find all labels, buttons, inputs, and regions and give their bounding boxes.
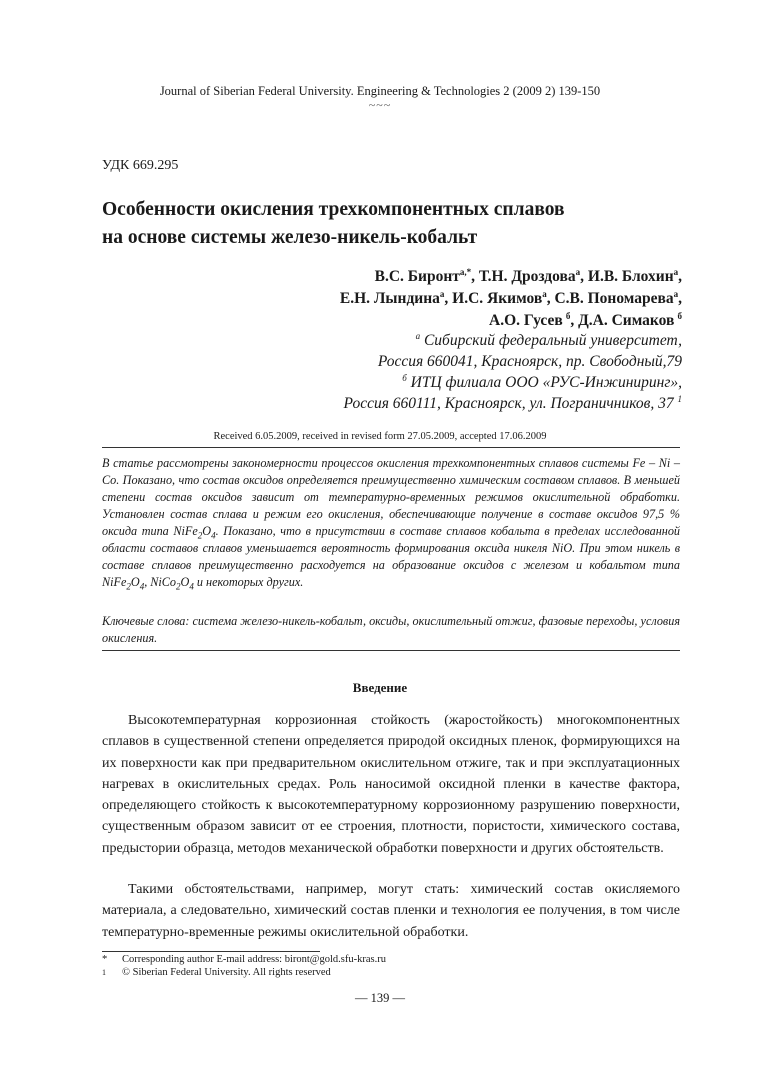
abstract-text: O [202,524,212,538]
author-name: И.В. Блохин [587,268,674,285]
page-number: — 139 — [355,991,405,1005]
author-name: А.О. Гусев [489,312,563,329]
affiliations-block [344,330,682,414]
author-name: В.С. Биронт [374,268,460,285]
title-line-1: Особенности окисления трехкомпонентных сплавов [102,199,565,220]
footnote-ref: 1 [677,393,682,404]
footnote-mark: 1 [102,968,106,977]
abstract-text: В статье рассмотрены закономерности процессов окисления трехкомпонентных сплавов системы Fe – Ni – Co. Показано, что состав оксидов определяется преимущественно химическим составом сплавов. В меньшей степени состав оксидов зависит от температурно-временных режимов окислительной обработки. Установлен состав сплава и режим его окисления, обеспечивающие получение в составе оксидов 97,5 % оксида типа NiFe [102,456,680,538]
abstract-text: . Показано, что в присутствии в составе сплавов кобальта в пределах исследованной области составов сплавов уменьшается вероятность формирования оксида никеля NiO. При этом никель в составе сплавов преимущественно расходуется на образование оксидов с железом и кобальтом типа NiFe [102,524,681,589]
author-name: И.С. Якимов [452,290,543,307]
authors-line-2: Е.Н. Лындина$^а$, И.С. Якимов$^а$, С.В. Пономарева$^а$, [339,288,682,307]
affiliation-a-line-1 [344,330,682,351]
author-affil-mark: а [439,288,445,299]
footnote-rule [102,951,320,952]
footnote-2 [102,966,331,979]
abstract-bottom-rule [102,650,680,651]
abstract-text: O [180,575,190,589]
author-name: Т.Н. Дроздова [478,268,576,285]
subscript: 2 [197,530,203,541]
abstract-text: и некоторых других. [193,575,304,589]
footnote-text: © Siberian Federal University. All rights reserved [122,967,331,978]
abstract-text: O [130,575,140,589]
body-paragraph-2: Такими обстоятельствами, например, могут стать: химический состав окисляемого материала, а следовательно, химический состав пленки и технология ее получения, в том числе температурно-временные режимы окислительной обработки. [102,882,680,940]
article-title [102,196,565,252]
abstract [102,455,680,591]
received-dates: Received 6.05.2009, received in revised form 27.05.2009, accepted 17.06.2009 [213,431,547,442]
affil-mark: а [415,330,421,341]
author-affil-mark: б [677,310,682,321]
affil-mark: б [402,372,407,383]
author-affil-mark: а [575,266,581,277]
author-affil-mark: а [673,266,679,277]
header-ornament: ~~~ [368,98,392,112]
footnote-mark: * [102,954,108,965]
author-affil-mark: а [673,288,679,299]
keywords: Ключевые слова: система железо-никель-кобальт, оксиды, окислительный отжиг, фазовые переходы, условия окисления. [102,614,680,645]
authors-block [340,266,682,332]
subscript: 4 [189,581,194,592]
affil-text: ИТЦ филиала ООО «РУС-Инжиниринг», [406,374,682,391]
affil-text: Сибирский федеральный университет, [420,332,682,349]
author-name: Д.А. Симаков [578,312,675,329]
authors-line-3: А.О. Гусев $^б$, Д.А. Симаков $^б$ [489,310,682,329]
author-affil-mark: а,* [459,266,472,277]
subscript: 4 [211,530,216,541]
author-affil-mark: а [542,288,547,299]
footnote-1 [102,953,386,966]
affiliation-b-line-2 [344,393,682,414]
abstract-top-rule [102,447,680,448]
affil-text: Россия 660111, Красноярск, ул. Пограничников, 37 [343,395,678,412]
footnote-text: Corresponding author E-mail address: biront@gold.sfu-kras.ru [122,954,386,965]
author-name: С.В. Пономарева [554,290,674,307]
author-affil-mark: б [565,310,571,321]
body-paragraph-1: Высокотемпературная коррозионная стойкость (жаростойкость) многокомпонентных сплавов в существенной степени определяется природой оксидных пленок, формирующихся на их поверхности как при предварительном окислительном отжиге, так и при эксплуатационных нагревах в окислительных средах. Роль наносимой оксидной пленки в качестве фактора, определяющего стойкость к высокотемпературному коррозионному разрушению поверхности, существенным образом зависит от ее строения, плотности, пористости, химического состава, предыстории образца, методов механической обработки поверхности и других обстоятельств. [102,713,680,856]
title-line-2: на основе системы железо-никель-кобальт [102,227,478,248]
affiliation-b-line-1 [344,372,682,393]
subscript: 2 [126,581,131,592]
affiliation-a-line-2: Россия 660041, Красноярск, пр. Свободный,79 [377,353,682,370]
subscript: 4 [139,581,145,592]
author-name: Е.Н. Лындина [339,290,440,307]
abstract-text: , NiCo [144,575,177,589]
subscript: 2 [176,581,181,592]
journal-header: Journal of Siberian Federal University. Engineering & Technologies 2 (2009 2) 139-150 [159,84,601,98]
udk-code: УДК 669.295 [102,158,179,173]
authors-line-1: В.С. Биронт$^{а,*}$, Т.Н. Дроздова$^а$, И.В. Блохин$^а$, [374,266,682,285]
section-heading: Введение [352,680,408,695]
